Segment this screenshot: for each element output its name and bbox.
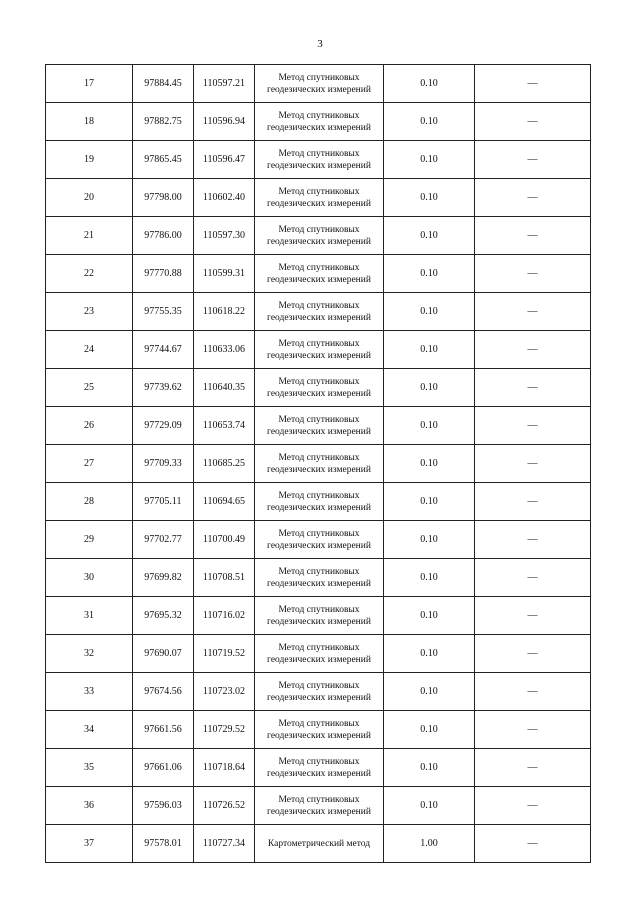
x-coordinate-cell: 97578.01 <box>133 825 194 863</box>
x-coordinate-cell: 97690.07 <box>133 635 194 673</box>
note-cell: — <box>475 331 591 369</box>
table-row <box>46 559 591 597</box>
method-cell: Метод спутниковых геодезических измерений <box>255 597 384 635</box>
point-number-cell: 29 <box>46 521 133 559</box>
y-coordinate-cell: 110685.25 <box>194 445 255 483</box>
accuracy-cell: 0.10 <box>384 141 475 179</box>
table-row <box>46 635 591 673</box>
method-cell: Картометрический метод <box>255 825 384 863</box>
note-cell: — <box>475 65 591 103</box>
method-cell: Метод спутниковых геодезических измерений <box>255 559 384 597</box>
note-cell: — <box>475 521 591 559</box>
x-coordinate-cell: 97596.03 <box>133 787 194 825</box>
y-coordinate-cell: 110633.06 <box>194 331 255 369</box>
note-cell: — <box>475 711 591 749</box>
method-cell: Метод спутниковых геодезических измерений <box>255 445 384 483</box>
point-number-cell: 33 <box>46 673 133 711</box>
note-cell: — <box>475 825 591 863</box>
point-number-cell: 32 <box>46 635 133 673</box>
accuracy-cell: 0.10 <box>384 103 475 141</box>
y-coordinate-cell: 110718.64 <box>194 749 255 787</box>
x-coordinate-cell: 97786.00 <box>133 217 194 255</box>
x-coordinate-cell: 97739.62 <box>133 369 194 407</box>
point-number-cell: 35 <box>46 749 133 787</box>
accuracy-cell: 0.10 <box>384 445 475 483</box>
point-number-cell: 26 <box>46 407 133 445</box>
point-number-cell: 34 <box>46 711 133 749</box>
x-coordinate-cell: 97770.88 <box>133 255 194 293</box>
table-row <box>46 521 591 559</box>
point-number-cell: 18 <box>46 103 133 141</box>
method-cell: Метод спутниковых геодезических измерений <box>255 635 384 673</box>
point-number-cell: 25 <box>46 369 133 407</box>
y-coordinate-cell: 110597.21 <box>194 65 255 103</box>
y-coordinate-cell: 110700.49 <box>194 521 255 559</box>
table-row <box>46 331 591 369</box>
accuracy-cell: 0.10 <box>384 673 475 711</box>
note-cell: — <box>475 749 591 787</box>
method-cell: Метод спутниковых геодезических измерений <box>255 407 384 445</box>
x-coordinate-cell: 97884.45 <box>133 65 194 103</box>
method-cell: Метод спутниковых геодезических измерений <box>255 711 384 749</box>
method-cell: Метод спутниковых геодезических измерений <box>255 483 384 521</box>
point-number-cell: 23 <box>46 293 133 331</box>
point-number-cell: 21 <box>46 217 133 255</box>
point-number-cell: 31 <box>46 597 133 635</box>
accuracy-cell: 0.10 <box>384 559 475 597</box>
accuracy-cell: 0.10 <box>384 179 475 217</box>
accuracy-cell: 0.10 <box>384 749 475 787</box>
accuracy-cell: 0.10 <box>384 597 475 635</box>
x-coordinate-cell: 97699.82 <box>133 559 194 597</box>
point-number-cell: 28 <box>46 483 133 521</box>
y-coordinate-cell: 110596.94 <box>194 103 255 141</box>
page-number: 3 <box>317 38 323 50</box>
table-row <box>46 103 591 141</box>
y-coordinate-cell: 110653.74 <box>194 407 255 445</box>
coordinates-table <box>45 64 591 863</box>
accuracy-cell: 0.10 <box>384 65 475 103</box>
method-cell: Метод спутниковых геодезических измерений <box>255 331 384 369</box>
table-row <box>46 217 591 255</box>
y-coordinate-cell: 110727.34 <box>194 825 255 863</box>
note-cell: — <box>475 597 591 635</box>
accuracy-cell: 0.10 <box>384 483 475 521</box>
accuracy-cell: 0.10 <box>384 217 475 255</box>
y-coordinate-cell: 110723.02 <box>194 673 255 711</box>
method-cell: Метод спутниковых геодезических измерений <box>255 521 384 559</box>
x-coordinate-cell: 97865.45 <box>133 141 194 179</box>
y-coordinate-cell: 110596.47 <box>194 141 255 179</box>
y-coordinate-cell: 110694.65 <box>194 483 255 521</box>
note-cell: — <box>475 559 591 597</box>
accuracy-cell: 0.10 <box>384 293 475 331</box>
table-row <box>46 293 591 331</box>
x-coordinate-cell: 97674.56 <box>133 673 194 711</box>
point-number-cell: 22 <box>46 255 133 293</box>
note-cell: — <box>475 483 591 521</box>
x-coordinate-cell: 97705.11 <box>133 483 194 521</box>
method-cell: Метод спутниковых геодезических измерений <box>255 293 384 331</box>
x-coordinate-cell: 97709.33 <box>133 445 194 483</box>
y-coordinate-cell: 110597.30 <box>194 217 255 255</box>
y-coordinate-cell: 110716.02 <box>194 597 255 635</box>
x-coordinate-cell: 97755.35 <box>133 293 194 331</box>
table-row <box>46 369 591 407</box>
method-cell: Метод спутниковых геодезических измерений <box>255 217 384 255</box>
accuracy-cell: 1.00 <box>384 825 475 863</box>
note-cell: — <box>475 407 591 445</box>
accuracy-cell: 0.10 <box>384 407 475 445</box>
table-row <box>46 255 591 293</box>
table-row <box>46 787 591 825</box>
x-coordinate-cell: 97695.32 <box>133 597 194 635</box>
table-row <box>46 673 591 711</box>
x-coordinate-cell: 97729.09 <box>133 407 194 445</box>
table-row <box>46 445 591 483</box>
x-coordinate-cell: 97661.56 <box>133 711 194 749</box>
x-coordinate-cell: 97661.06 <box>133 749 194 787</box>
method-cell: Метод спутниковых геодезических измерений <box>255 749 384 787</box>
method-cell: Метод спутниковых геодезических измерений <box>255 255 384 293</box>
table-row <box>46 407 591 445</box>
point-number-cell: 36 <box>46 787 133 825</box>
table-row <box>46 749 591 787</box>
accuracy-cell: 0.10 <box>384 787 475 825</box>
note-cell: — <box>475 141 591 179</box>
point-number-cell: 24 <box>46 331 133 369</box>
note-cell: — <box>475 369 591 407</box>
accuracy-cell: 0.10 <box>384 521 475 559</box>
note-cell: — <box>475 673 591 711</box>
table-row <box>46 179 591 217</box>
y-coordinate-cell: 110729.52 <box>194 711 255 749</box>
table-body <box>46 65 591 863</box>
point-number-cell: 27 <box>46 445 133 483</box>
note-cell: — <box>475 255 591 293</box>
y-coordinate-cell: 110640.35 <box>194 369 255 407</box>
y-coordinate-cell: 110618.22 <box>194 293 255 331</box>
note-cell: — <box>475 179 591 217</box>
method-cell: Метод спутниковых геодезических измерений <box>255 179 384 217</box>
note-cell: — <box>475 787 591 825</box>
method-cell: Метод спутниковых геодезических измерений <box>255 673 384 711</box>
y-coordinate-cell: 110726.52 <box>194 787 255 825</box>
method-cell: Метод спутниковых геодезических измерений <box>255 65 384 103</box>
table-row <box>46 483 591 521</box>
point-number-cell: 20 <box>46 179 133 217</box>
x-coordinate-cell: 97702.77 <box>133 521 194 559</box>
note-cell: — <box>475 217 591 255</box>
accuracy-cell: 0.10 <box>384 635 475 673</box>
y-coordinate-cell: 110708.51 <box>194 559 255 597</box>
y-coordinate-cell: 110719.52 <box>194 635 255 673</box>
x-coordinate-cell: 97744.67 <box>133 331 194 369</box>
accuracy-cell: 0.10 <box>384 369 475 407</box>
note-cell: — <box>475 635 591 673</box>
point-number-cell: 37 <box>46 825 133 863</box>
point-number-cell: 17 <box>46 65 133 103</box>
note-cell: — <box>475 445 591 483</box>
accuracy-cell: 0.10 <box>384 255 475 293</box>
y-coordinate-cell: 110599.31 <box>194 255 255 293</box>
note-cell: — <box>475 103 591 141</box>
point-number-cell: 30 <box>46 559 133 597</box>
table-row <box>46 65 591 103</box>
accuracy-cell: 0.10 <box>384 331 475 369</box>
x-coordinate-cell: 97882.75 <box>133 103 194 141</box>
y-coordinate-cell: 110602.40 <box>194 179 255 217</box>
table-row <box>46 597 591 635</box>
table-row <box>46 711 591 749</box>
method-cell: Метод спутниковых геодезических измерений <box>255 103 384 141</box>
point-number-cell: 19 <box>46 141 133 179</box>
note-cell: — <box>475 293 591 331</box>
table-row <box>46 141 591 179</box>
method-cell: Метод спутниковых геодезических измерений <box>255 369 384 407</box>
method-cell: Метод спутниковых геодезических измерений <box>255 787 384 825</box>
method-cell: Метод спутниковых геодезических измерений <box>255 141 384 179</box>
x-coordinate-cell: 97798.00 <box>133 179 194 217</box>
table-row <box>46 825 591 863</box>
accuracy-cell: 0.10 <box>384 711 475 749</box>
